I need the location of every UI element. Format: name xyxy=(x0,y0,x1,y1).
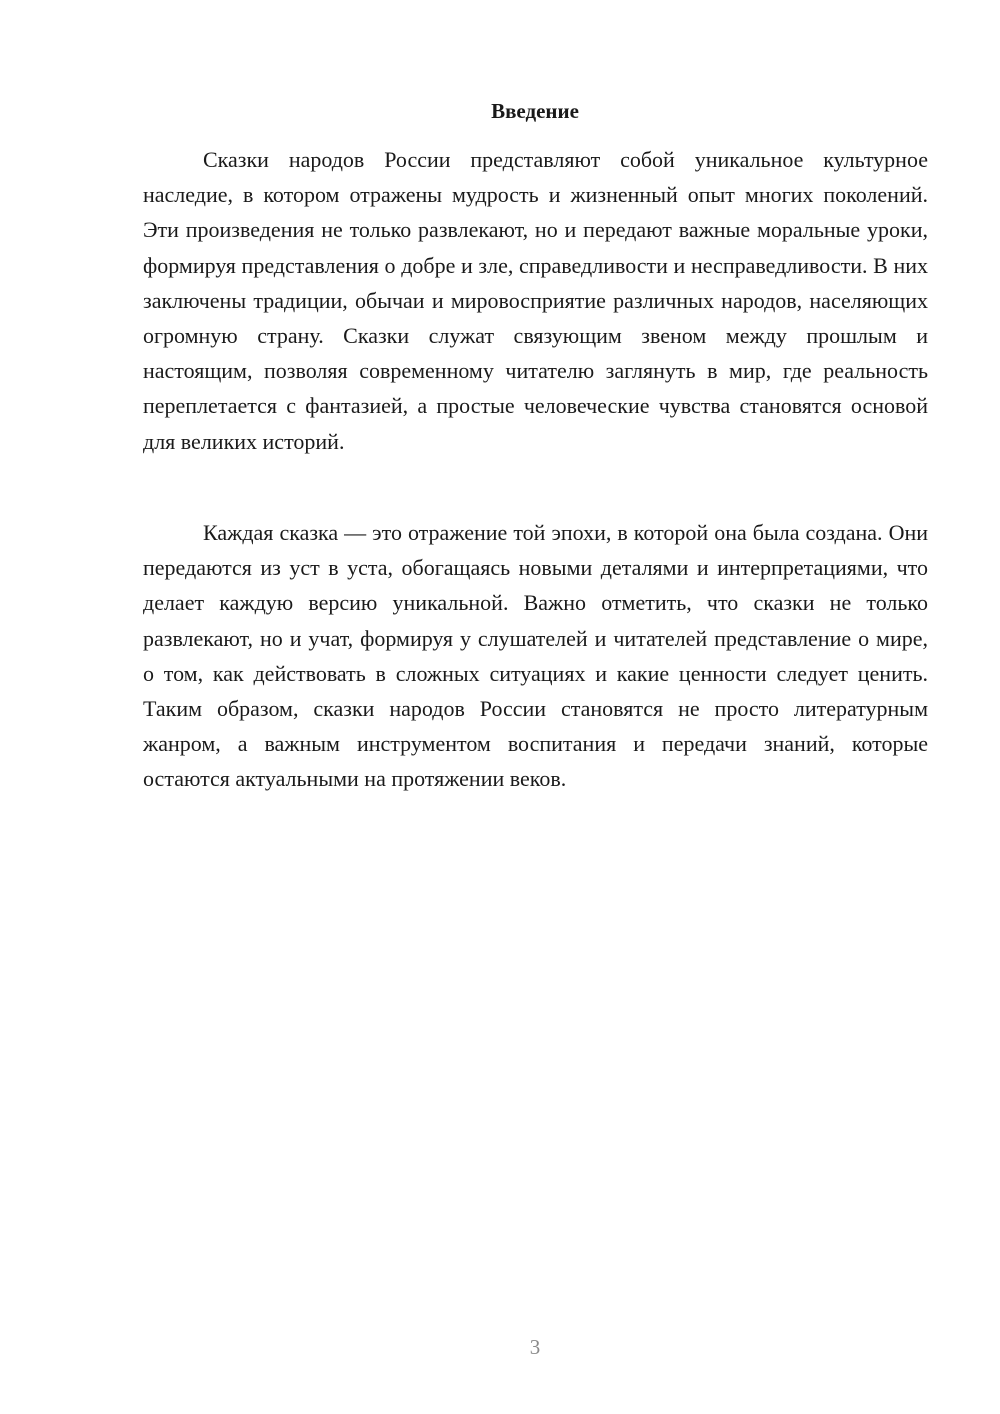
page-number: 3 xyxy=(529,1335,541,1359)
section-title: Введение xyxy=(491,99,579,123)
paragraph-1: Сказки народов России представляют собой уникальное культурное наследие, в котором отражены мудрость и жизненный опыт многих поколений. Эти произведения не только развлекают, но и передают важные моральные уроки, формируя представления о добре и зле, справедливости и несправедливости. В них заключены традиции, обычаи и мировосприятие различных народов, населяющих огромную страну. Сказки служат связующим звеном между прошлым и настоящим, позволяя современному читателю заглянуть в мир, где реальность переплетается с фантазией, а простые человеческие чувства становятся основой для великих историй. xyxy=(143,147,928,454)
paragraph-2: Каждая сказка — это отражение той эпохи, в которой она была создана. Они передаются из уст в уста, обогащаясь новыми деталями и интерпретациями, что делает каждую версию уникальной. Важно отметить, что сказки не только развлекают, но и учат, формируя у слушателей и читателей представление о мире, о том, как действовать в сложных ситуациях и какие ценности следует ценить. Таким образом, сказки народов России становятся не просто литературным жанром, а важным инструментом воспитания и передачи знаний, которые остаются актуальными на протяжении веков. xyxy=(143,520,928,792)
